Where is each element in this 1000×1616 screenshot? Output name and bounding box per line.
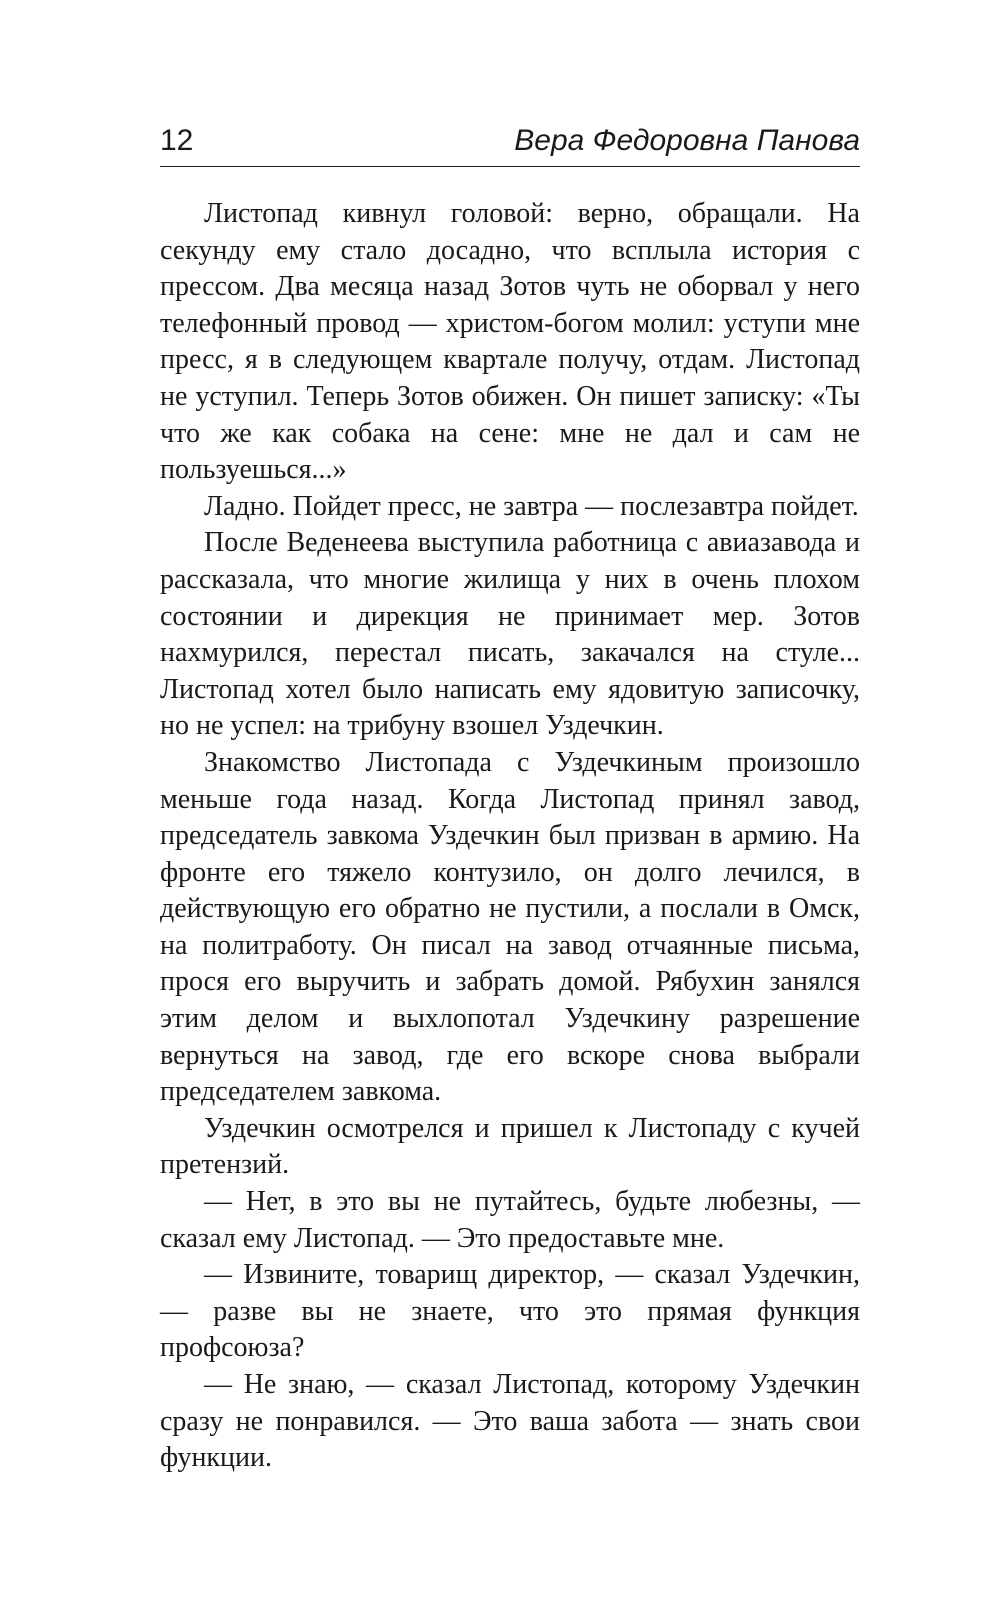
paragraph: После Веденеева выступила работница с авиазавода и рассказала, что многие жилища у них в очень плохом состоянии и дирекция не принимает мер. Зотов нахмурился, перестал писать, закачался на стуле... Листопад хотел было написать ему ядовитую записочку, но не успел: на трибуну взошел Уздечкин.	[160, 527, 860, 742]
paragraph: Ладно. Пойдет пресс, не завтра — послезавтра пойдет.	[204, 490, 859, 522]
running-title: Вера Федоровна Панова	[514, 124, 860, 157]
running-head	[160, 126, 860, 167]
paragraph: — Не знаю, — сказал Листопад, которому Уздечкин сразу не понравился. — Это ваша забота — знать свои функции.	[160, 1369, 860, 1474]
body-text	[160, 196, 860, 1477]
paragraph: Листопад кивнул головой: верно, обращали. На секунду ему стало досадно, что всплыла история с прессом. Два месяца назад Зотов чуть не оборвал у него телефонный провод — христом-богом молил: уступи мне пресс, я в следующем квартале получу, отдам. Листопад не уступил. Теперь Зотов обижен. Он пишет записку: «Ты что же как собака на сене: мне не дал и сам не пользуешься...»	[160, 198, 860, 486]
paragraph: Знакомство Листопада с Уздечкиным произошло меньше года назад. Когда Листопад принял завод, председатель завкома Уздечкин был призван в армию. На фронте его тяжело контузило, он долго лечился, в действующую его обратно не пустили, а послали в Омск, на политработу. Он писал на завод отчаянные письма, прося его выручить и забрать домой. Рябухин занялся этим делом и выхлопотал Уздечкину разрешение вернуться на завод, где его вскоре снова выбрали председателем завкома.	[160, 746, 860, 1108]
paragraph: — Нет, в это вы не путайтесь, будьте любезны, — сказал ему Листопад. — Это предоставьте мне.	[160, 1186, 860, 1254]
paragraph: — Извините, товарищ директор, — сказал Уздечкин, — разве вы не знаете, что это прямая функция профсоюза?	[160, 1259, 860, 1364]
page-number: 12	[160, 124, 194, 157]
paragraph: Уздечкин осмотрелся и пришел к Листопаду с кучей претензий.	[160, 1112, 860, 1181]
